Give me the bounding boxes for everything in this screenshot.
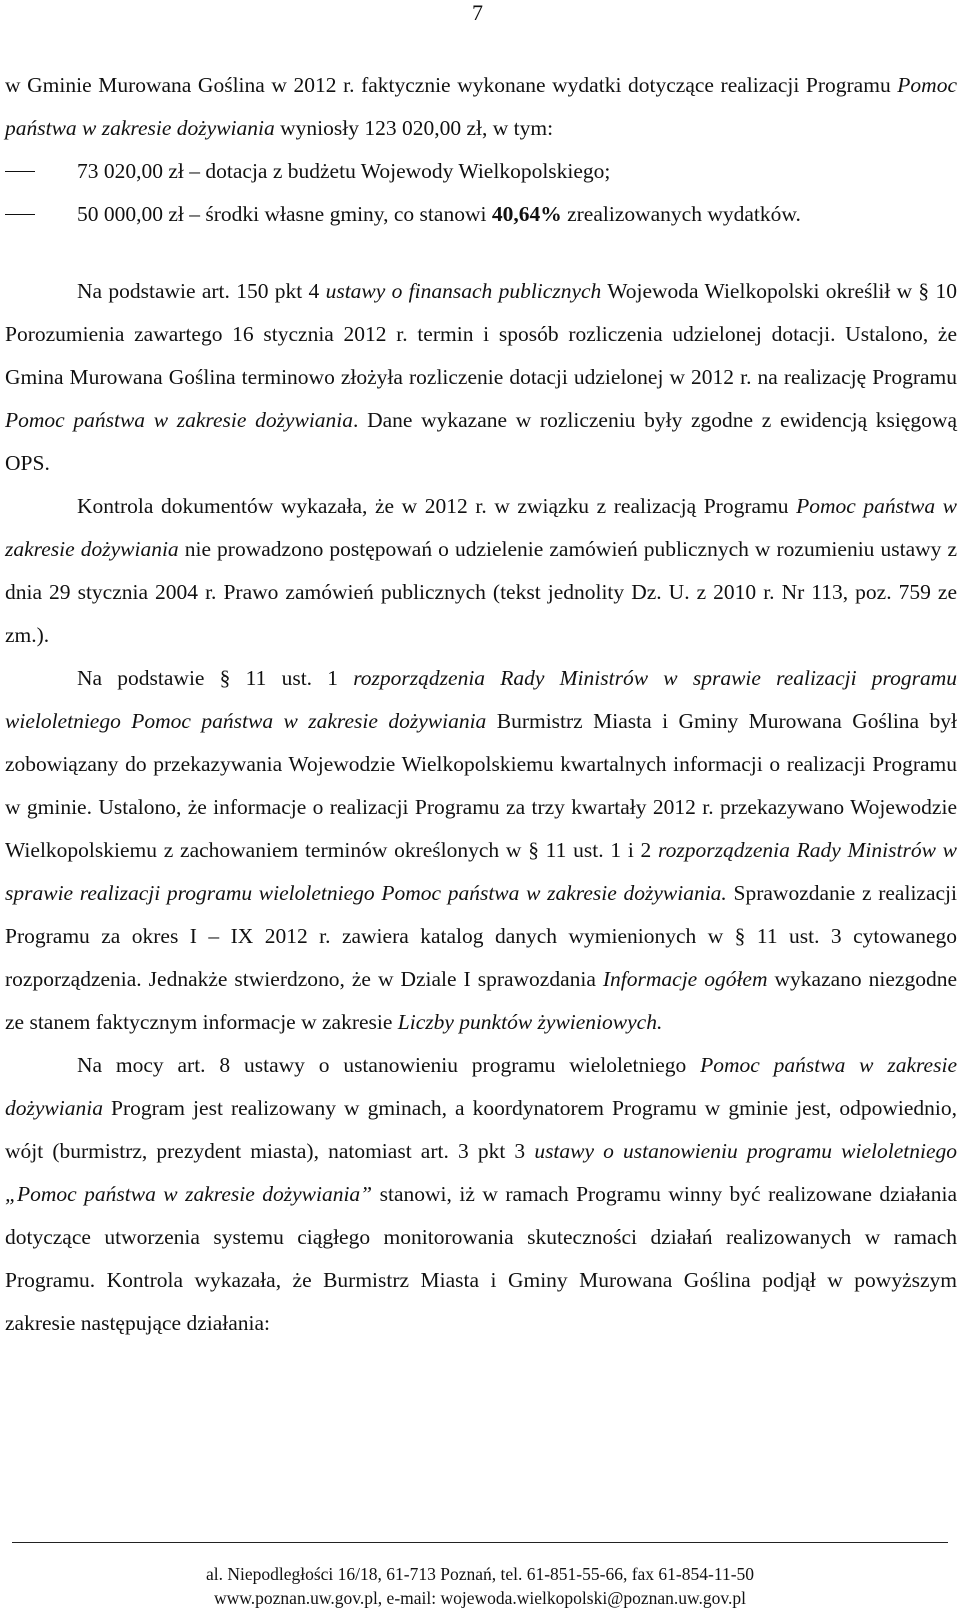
dash-bullet-icon (5, 150, 77, 193)
footer-divider (12, 1542, 948, 1543)
text-run: wyniosły 123 020,00 zł, w tym: (274, 116, 554, 140)
field-name-italic: Liczby punktów żywieniowych. (397, 1010, 663, 1034)
dash-bullet-icon (5, 193, 77, 236)
list-item-text: 73 020,00 zł – dotacja z budżetu Wojewody Wielkopolskiego; (77, 159, 611, 183)
section-name-italic: Informacje ogółem (602, 967, 768, 991)
regulation-name-italic: rozporządzenia Rady Ministrów w sprawie realizacji programu wieloletniego Pomoc państwa w zakresie dożywiania (5, 666, 957, 733)
program-name-italic: Pomoc państwa w zakresie dożywiania (5, 1053, 957, 1120)
list-item-own-funds (5, 193, 957, 236)
law-name-italic: ustawy o finansach publicznych (325, 279, 602, 303)
paragraph-settlement: Na podstawie art. 150 pkt 4 ustawy o finansach publicznych Wojewoda Wielkopolski określił w § 10 Porozumienia zawartego 16 stycznia 2012 r. termin i sposób rozliczenia udzielonej dotacji. Ustalono, że Gmina Murowana Goślina terminowo złożyła rozliczenie dotacji udzielonej w 2012 r. na realizację Programu Pomoc państwa w zakresie dożywiania. Dane wykazane w rozliczeniu były zgodne z ewidencją księgową OPS. (5, 279, 957, 475)
text-run: w Gminie Murowana Goślina w 2012 r. faktycznie wykonane wydatki dotyczące realizacji Programu (5, 73, 898, 97)
program-name-italic: Pomoc państwa w zakresie dożywiania (5, 73, 957, 140)
paragraph-monitoring: Na mocy art. 8 ustawy o ustanowieniu programu wieloletniego Pomoc państwa w zakresie dożywiania Program jest realizowany w gminach, a koordynatorem Programu w gminie jest, odpowiednio, wójt (burmistrz, prezydent miasta), natomiast art. 3 pkt 3 ustawy o ustanowieniu programu wieloletniego „Pomoc państwa w zakresie dożywiania” stanowi, iż w ramach Programu winny być realizowane działania dotyczące utworzenia systemu ciągłego monitorowania skuteczności działań realizowanych w ramach Programu. Kontrola wykazała, że Burmistrz Miasta i Gminy Murowana Goślina podjął w powyższym zakresie następujące działania: (5, 1053, 957, 1335)
paragraph-procurement: Kontrola dokumentów wykazała, że w 2012 r. w związku z realizacją Programu Pomoc państwa w zakresie dożywiania nie prowadzono postępowań o udzielenie zamówień publicznych w rozumieniu ustawy z dnia 29 stycznia 2004 r. Prawo zamówień publicznych (tekst jednolity Dz. U. z 2010 r. Nr 113, poz. 759 ze zm.). (5, 494, 957, 647)
regulation-name-italic: rozporządzenia Rady Ministrów w sprawie realizacji programu wieloletniego Pomoc państwa w zakresie dożywiania. (5, 838, 957, 905)
percentage-bold: 40,64% (491, 202, 562, 226)
paragraph-expenditure-summary (5, 64, 957, 150)
footer-contact-line: www.poznan.uw.gov.pl, e-mail: wojewoda.wielkopolski@poznan.uw.gov.pl (214, 1588, 746, 1608)
list-item-subsidy (5, 150, 957, 193)
program-name-italic: Pomoc państwa w zakresie dożywiania (5, 494, 957, 561)
law-name-italic: ustawy o ustanowieniu programu wieloletniego „Pomoc państwa w zakresie dożywiania” (5, 1139, 957, 1206)
list-item-text: 50 000,00 zł – środki własne gminy, co stanowi 40,64% zrealizowanych wydatków. (77, 202, 801, 226)
footer-address-line: al. Niepodległości 16/18, 61-713 Poznań, tel. 61-851-55-66, fax 61-854-11-50 (205, 1564, 755, 1584)
footer-address (0, 1562, 960, 1610)
page-number: 7 (472, 0, 483, 25)
program-name-italic: Pomoc państwa w zakresie dożywiania (5, 408, 354, 432)
paragraph-quarterly-reports: Na podstawie § 11 ust. 1 rozporządzenia Rady Ministrów w sprawie realizacji programu wieloletniego Pomoc państwa w zakresie dożywiania Burmistrz Miasta i Gminy Murowana Goślina był zobowiązany do przekazywania Wojewodzie Wielkopolskiemu kwartalnych informacji o realizacji Programu w gminie. Ustalono, że informacje o realizacji Programu za trzy kwartały 2012 r. przekazywano Wojewodzie Wielkopolskiemu z zachowaniem terminów określonych w § 11 ust. 1 i 2 rozporządzenia Rady Ministrów w sprawie realizacji programu wieloletniego Pomoc państwa w zakresie dożywiania. Sprawozdanie z realizacji Programu za okres I – IX 2012 r. zawiera katalog danych wymienionych w § 11 ust. 3 cytowanego rozporządzenia. Jednakże stwierdzono, że w Dziale I sprawozdania Informacje ogółem wykazano niezgodne ze stanem faktycznym informacje w zakresie Liczby punktów żywieniowych. (5, 666, 957, 1034)
document-body (5, 64, 957, 1345)
